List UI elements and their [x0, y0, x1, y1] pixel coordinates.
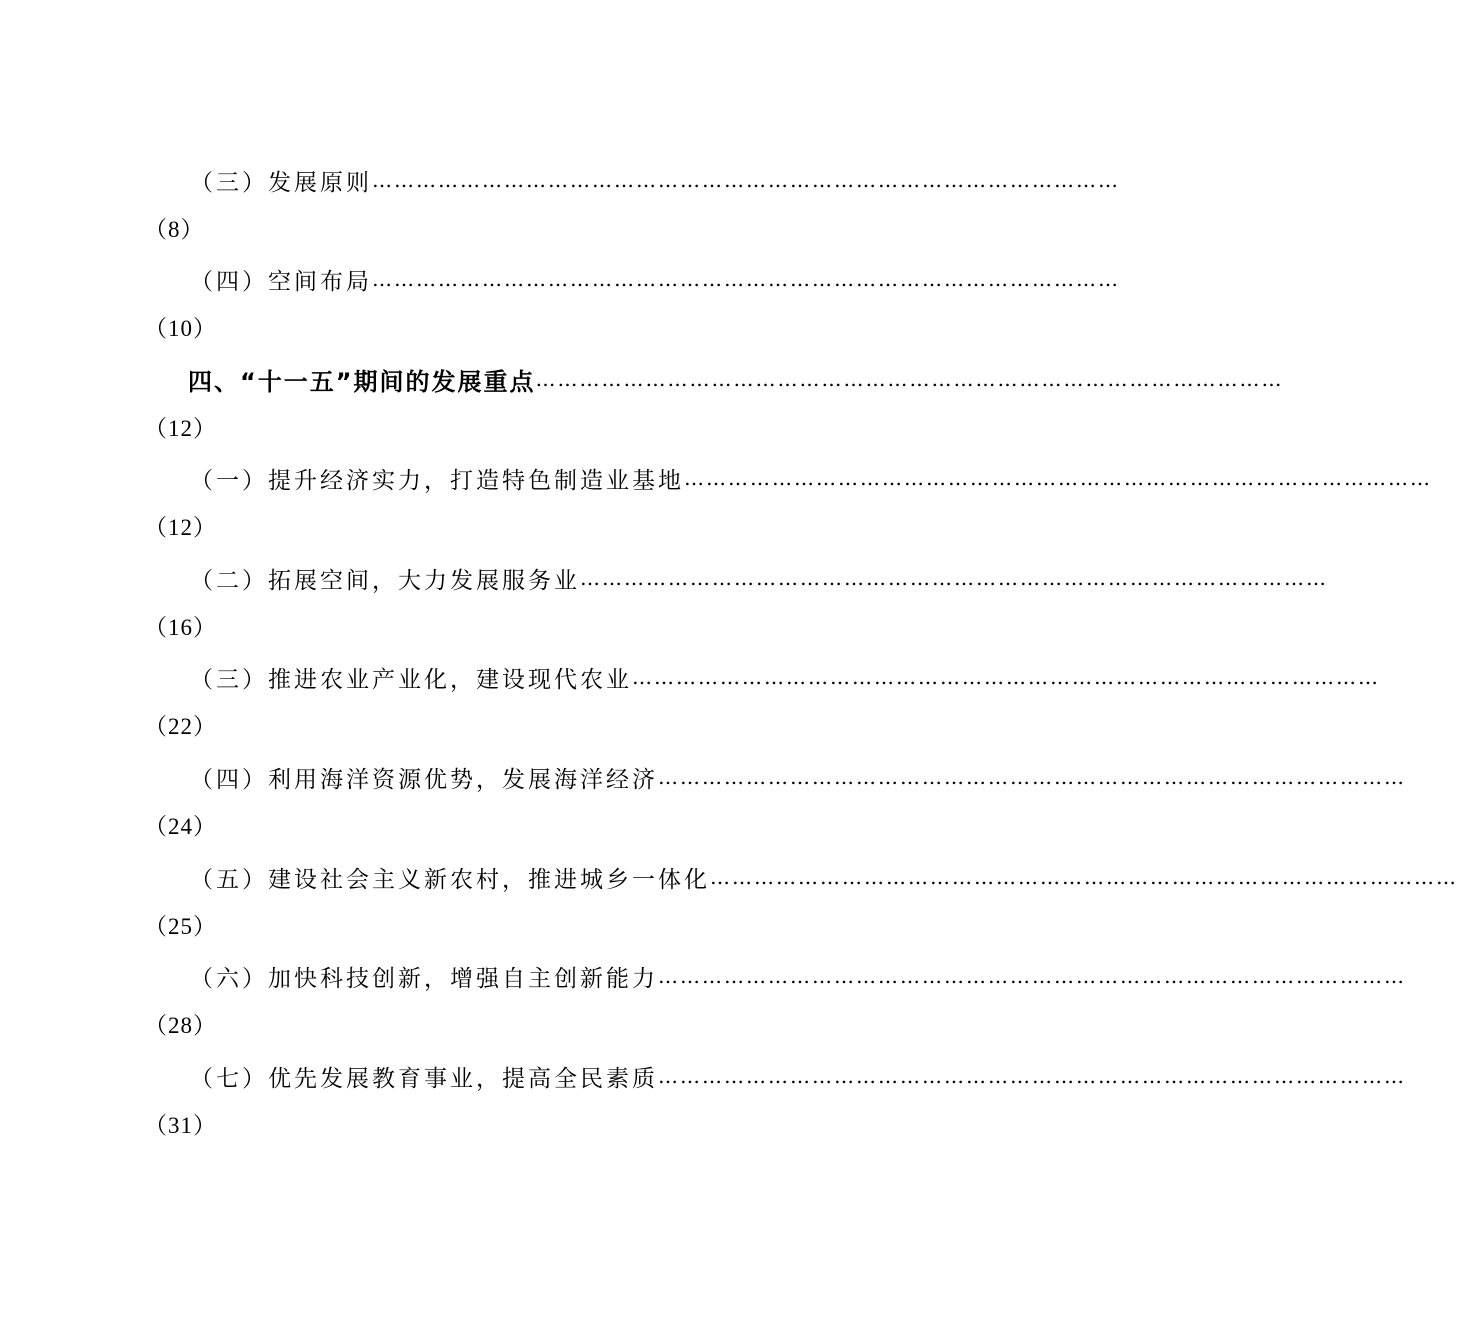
toc-entry-title: （三）发展原则: [190, 169, 372, 196]
toc-entry-title: （三）推进农业产业化，建设现代农业: [190, 666, 632, 693]
toc-entry-line: [190, 959, 1406, 993]
toc-entry: [0, 461, 1432, 551]
toc-entry-line: [190, 860, 1458, 894]
toc-entry: [0, 660, 1380, 750]
dot-leader: …………………………………………………………………………………………: [580, 566, 1328, 590]
toc-page-number: （16）: [144, 615, 217, 640]
dot-leader: …………………………………………………………………………………………: [372, 168, 1120, 192]
toc-entry: [0, 760, 1406, 850]
toc-entry-line: [190, 461, 1432, 495]
toc-entry-title: （六）加快科技创新，增强自主创新能力: [190, 965, 658, 992]
dot-leader: …………………………………………………………………………………………: [684, 466, 1432, 490]
toc-entry-title: （一）提升经济实力，打造特色制造业基地: [190, 467, 684, 494]
toc-entry: [0, 1059, 1406, 1149]
toc-section-heading-line: [188, 362, 1284, 396]
dot-leader: …………………………………………………………………………………………: [710, 865, 1458, 889]
toc-page-number: （10）: [144, 316, 217, 341]
dot-leader: …………………………………………………………………………………………: [658, 765, 1406, 789]
toc-entry-line: [190, 262, 1120, 296]
toc-entry-line: [190, 760, 1406, 794]
dot-leader: …………………………………………………………………………………………: [658, 1064, 1406, 1088]
toc-page-number: （25）: [144, 914, 217, 939]
toc-entry-title: （七）优先发展教育事业，提高全民素质: [190, 1065, 658, 1092]
toc-page-number: （8）: [144, 217, 205, 242]
toc-entry: [0, 262, 1120, 352]
toc-entry-title: （四）利用海洋资源优势，发展海洋经济: [190, 766, 658, 793]
toc-entry-line: [190, 660, 1380, 694]
toc-entry: [0, 362, 1284, 452]
toc-page-number: （12）: [144, 515, 217, 540]
dot-leader: …………………………………………………………………………………………: [632, 665, 1380, 689]
toc-page-number: （22）: [144, 714, 217, 739]
toc-page-number: （28）: [144, 1013, 217, 1038]
toc-page-number: （31）: [144, 1113, 217, 1138]
toc-entry: [0, 561, 1328, 651]
toc-entry: [0, 860, 1458, 950]
toc-entry-line: [190, 1059, 1406, 1093]
toc-entry-line: [190, 561, 1328, 595]
dot-leader: …………………………………………………………………………………………: [535, 367, 1284, 391]
toc-page-number: （24）: [144, 814, 217, 839]
toc-entry-title: （五）建设社会主义新农村，推进城乡一体化: [190, 866, 710, 893]
toc-entry-title: （二）拓展空间，大力发展服务业: [190, 567, 580, 594]
toc-entry: [0, 959, 1406, 1049]
dot-leader: …………………………………………………………………………………………: [658, 964, 1406, 988]
toc-entry: [0, 163, 1120, 253]
dot-leader: …………………………………………………………………………………………: [372, 267, 1120, 291]
toc-entry-line: [190, 163, 1120, 197]
toc-page-number: （12）: [144, 416, 217, 441]
toc-section-heading: 四、“十一五”期间的发展重点: [188, 367, 536, 396]
toc-entry-title: （四）空间布局: [190, 268, 372, 295]
